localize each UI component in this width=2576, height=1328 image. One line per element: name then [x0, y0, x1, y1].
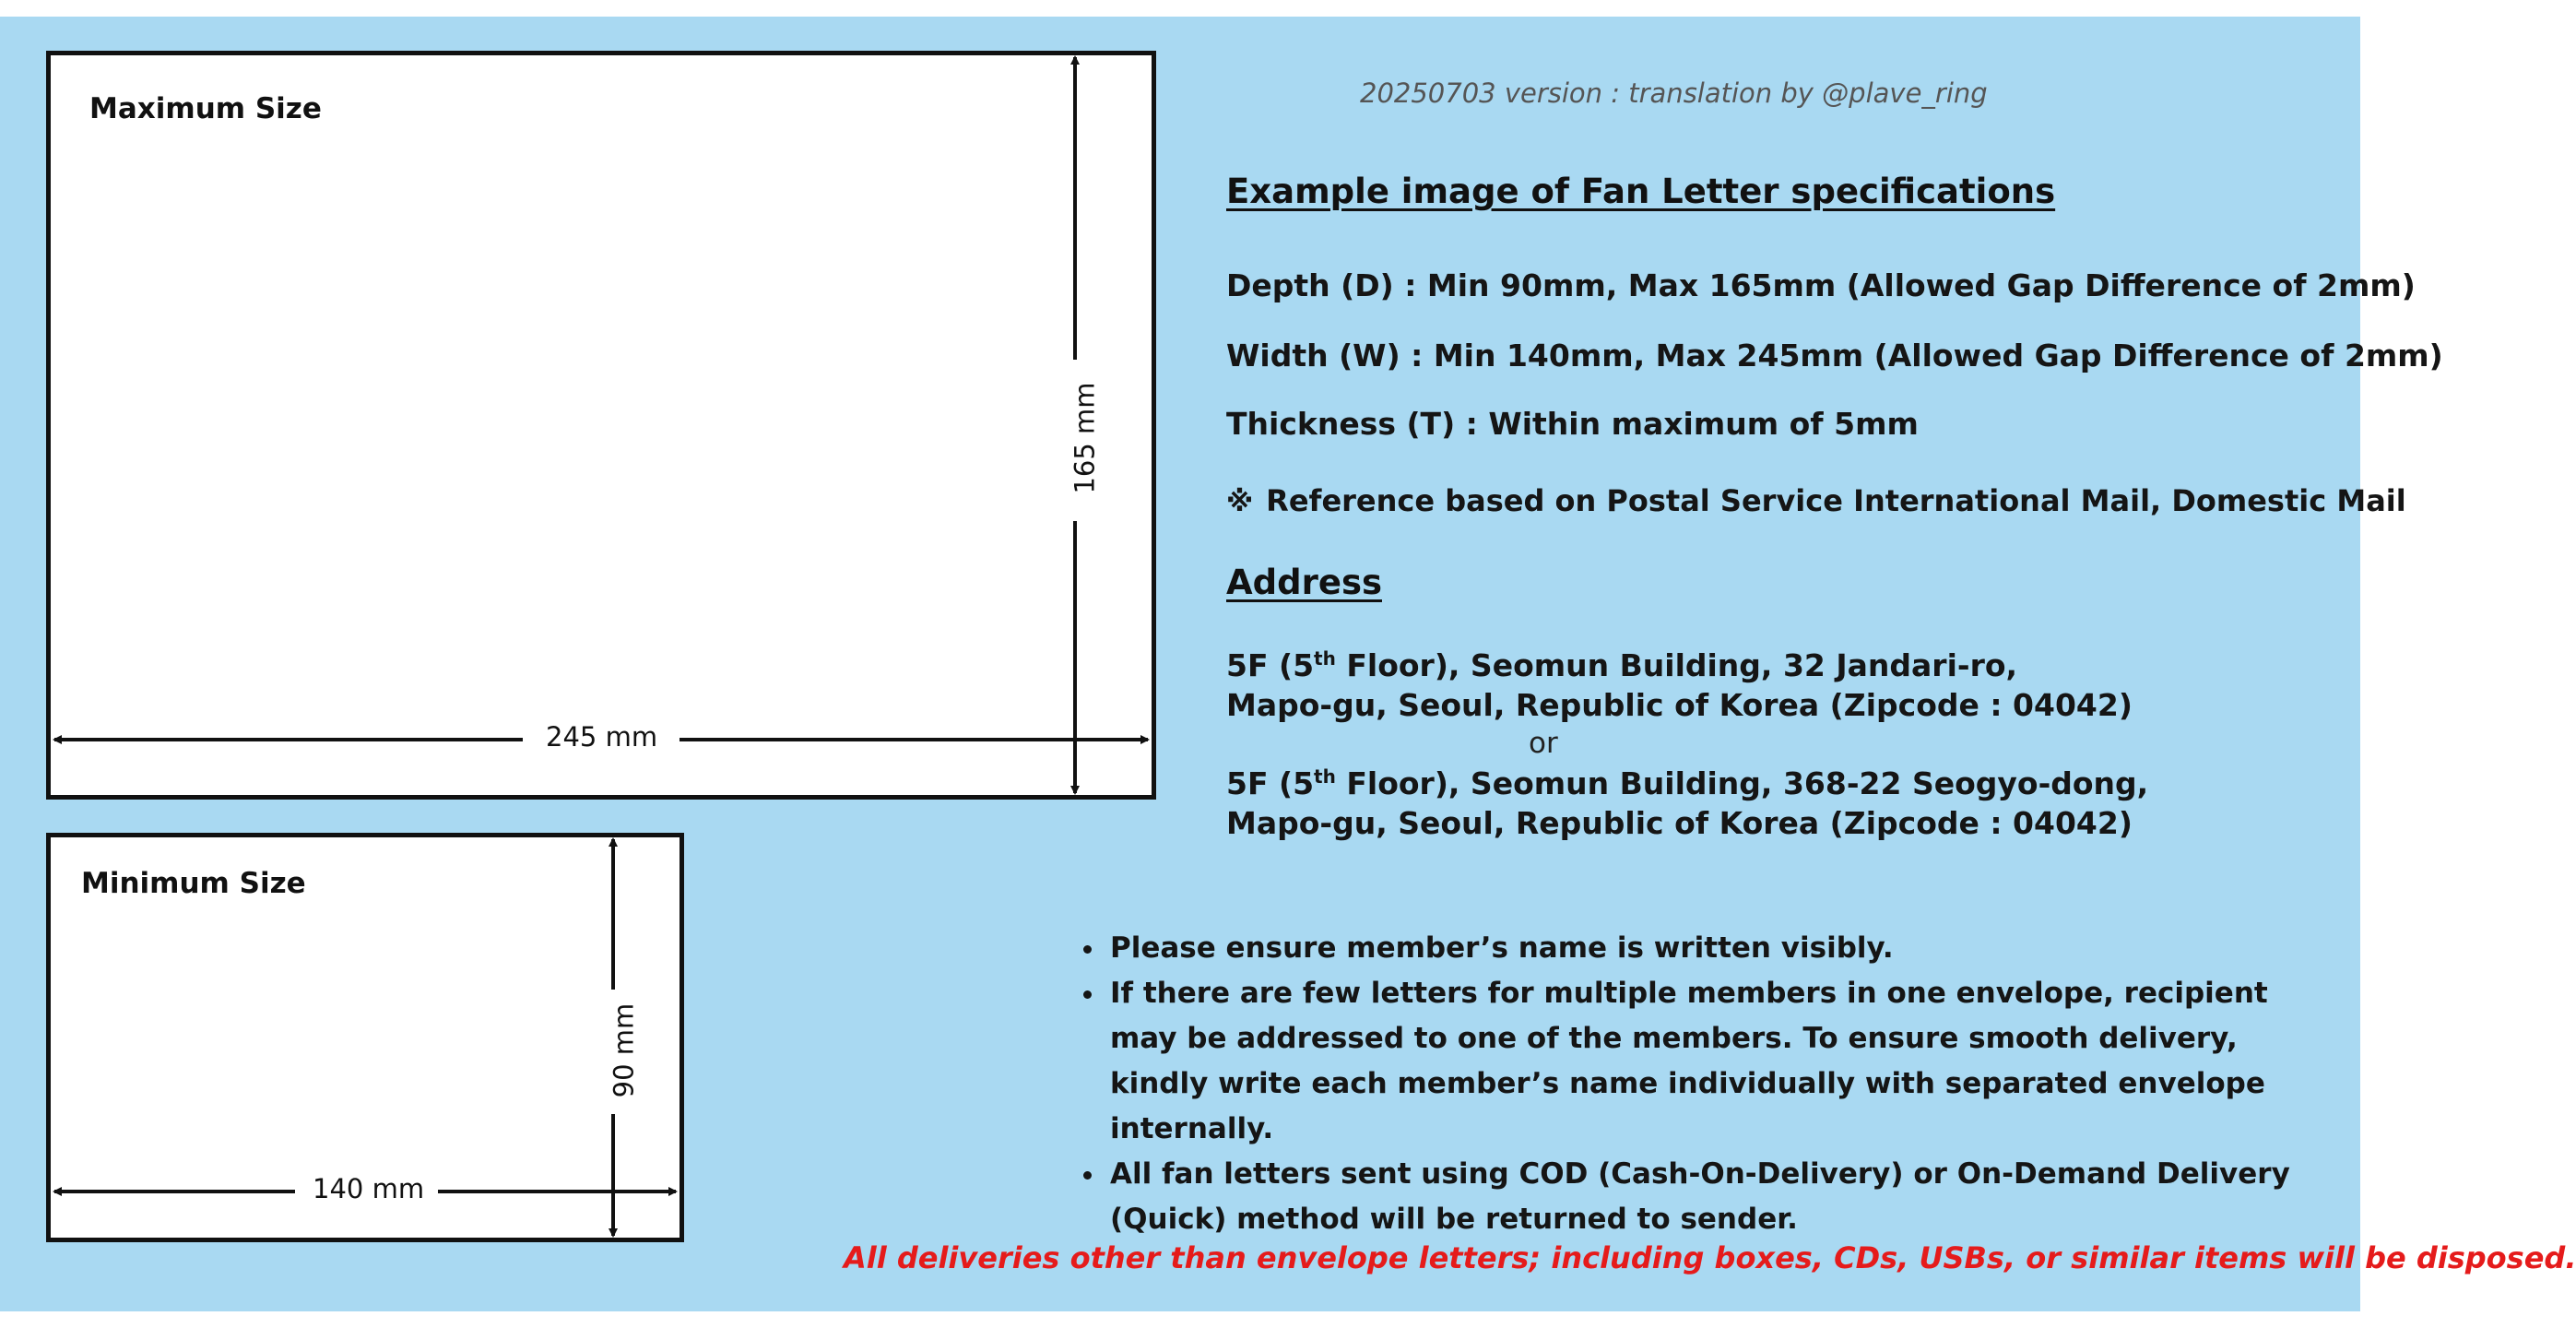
thickness-spec: Thickness (T) : Within maximum of 5mm — [1226, 406, 1919, 442]
version-note: 20250703 version : translation by @plave_ring — [1360, 77, 1988, 109]
list-item: • All fan letters sent using COD (Cash-On-Delivery) or On-Demand Delivery (Quick) method will be returned to sender. — [1106, 1152, 2342, 1242]
min-width-label: 140 mm — [300, 1173, 437, 1204]
minimum-size-title: Minimum Size — [81, 867, 306, 900]
max-width-label: 245 mm — [533, 721, 670, 753]
reference-text: Reference based on Postal Service International Mail, Domestic Mail — [1266, 483, 2406, 518]
width-spec: Width (W) : Min 140mm, Max 245mm (Allowed Gap Difference of 2mm) — [1226, 338, 2443, 374]
specifications-heading: Example image of Fan Letter specifications — [1226, 172, 2056, 211]
list-item: • If there are few letters for multiple members in one envelope, recipient may be addressed to one of the members. To ensure smooth delivery, kindly write each member’s name individually with separated envelope internally. — [1106, 971, 2342, 1152]
list-item: • Please ensure member’s name is written visibly. — [1106, 926, 2342, 971]
address-2-line-2: Mapo-gu, Seoul, Republic of Korea (Zipcode : 04042) — [1226, 805, 2133, 841]
minimum-size-diagram — [46, 833, 684, 1242]
reference-note — [1226, 483, 2406, 518]
address-option-1 — [1226, 646, 2133, 725]
address-1-line-1: 5F (5th Floor), Seomun Building, 32 Jandari-ro, — [1226, 647, 2018, 683]
min-height-label: 90 mm — [608, 990, 639, 1111]
notes-list — [1069, 926, 2342, 1242]
address-option-2 — [1226, 764, 2148, 843]
reference-mark-icon: ※ — [1226, 486, 1254, 518]
disposal-warning: All deliveries other than envelope letters; including boxes, CDs, USBs, or similar items will be disposed. — [844, 1240, 2576, 1275]
address-or: or — [1529, 727, 1558, 760]
maximum-size-title: Maximum Size — [89, 92, 322, 125]
address-2-line-1: 5F (5th Floor), Seomun Building, 368-22 Seogyo-dong, — [1226, 765, 2149, 801]
maximum-size-diagram — [46, 51, 1156, 800]
max-height-label: 165 mm — [1069, 369, 1101, 506]
address-heading: Address — [1226, 563, 1382, 602]
maximum-size-arrows — [51, 55, 1152, 795]
address-1-line-2: Mapo-gu, Seoul, Republic of Korea (Zipcode : 04042) — [1226, 687, 2133, 723]
depth-spec: Depth (D) : Min 90mm, Max 165mm (Allowed Gap Difference of 2mm) — [1226, 267, 2416, 303]
